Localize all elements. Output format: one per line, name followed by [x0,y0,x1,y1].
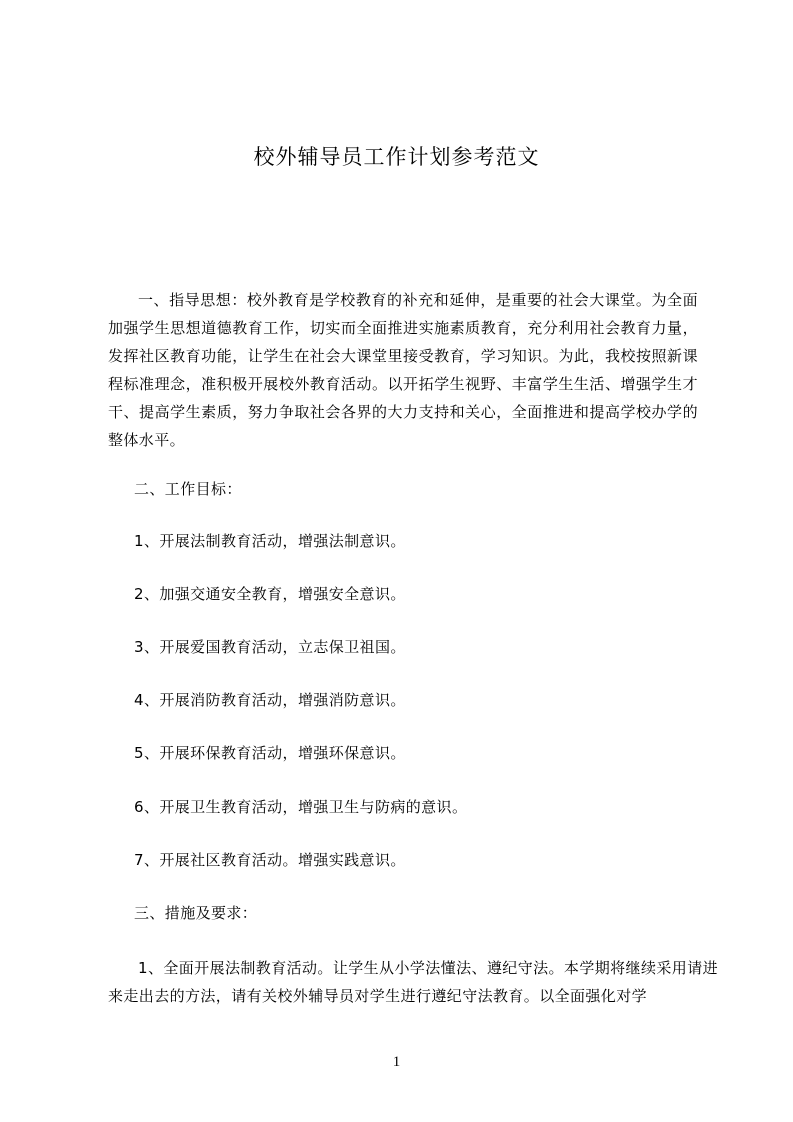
section-1-paragraph: 一、指导思想：校外教育是学校教育的补充和延伸，是重要的社会大课堂。为全面加强学生思想道德教育工作，切实而全面推进实施素质教育，充分利用社会教育力量，发挥社区教育功能，让学生在社会大课堂里接受教育，学习知识。为此，我校按照新课程标准理念，准积极开展校外教育活动。以开拓学生视野、丰富学生生活、增强学生才干、提高学生素质，努力争取社会各界的大力支持和关心，全面推进和提高学校办学的整体水平。 [108,291,698,449]
page-number: 1 [392,1054,401,1070]
goal-item-3: 3、开展爱国教育活动，立志保卫祖国。 [134,638,406,656]
measure-1-paragraph: 1、全面开展法制教育活动。让学生从小学法懂法、遵纪守法。本学期将继续采用请进来走出去的方法，请有关校外辅导员对学生进行遵纪守法教育。以全面强化对学 [108,959,718,1005]
goal-item-4: 4、开展消防教育活动，增强消防意识。 [134,691,406,709]
goal-item-5: 5、开展环保教育活动，增强环保意识。 [134,744,406,762]
goal-item-1: 1、开展法制教育活动，增强法制意识。 [134,532,406,550]
section-3-heading: 三、措施及要求： [134,904,258,922]
section-2-heading: 二、工作目标： [134,480,242,498]
goal-item-7: 7、开展社区教育活动。增强实践意识。 [134,851,406,869]
goal-item-6: 6、开展卫生教育活动，增强卫生与防病的意识。 [134,798,468,816]
goal-item-2: 2、加强交通安全教育，增强安全意识。 [134,585,406,603]
document-title: 校外辅导员工作计划参考范文 [253,145,540,169]
